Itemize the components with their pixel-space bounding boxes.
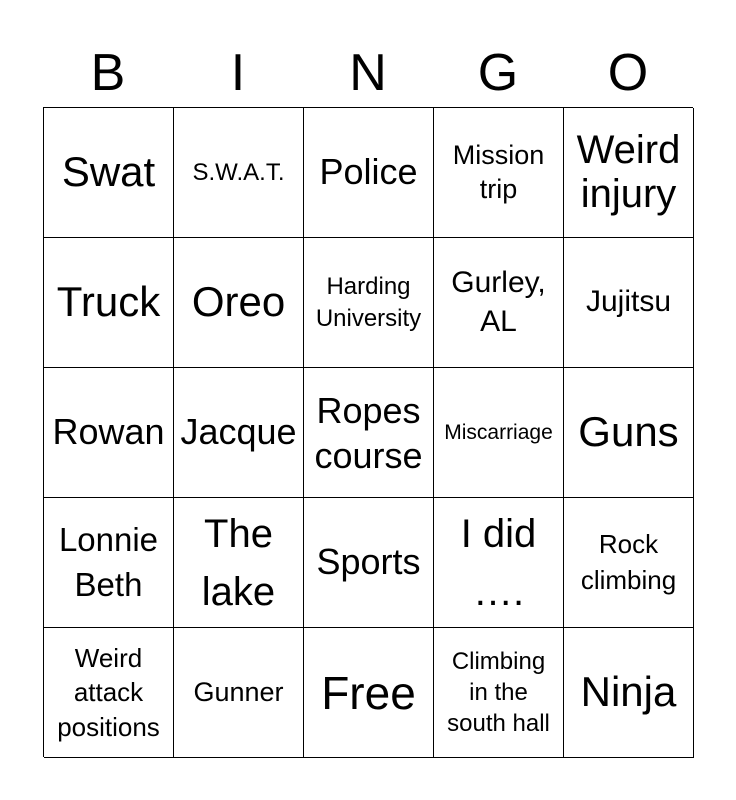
- bingo-cell[interactable]: [174, 498, 304, 628]
- bingo-cell[interactable]: [44, 238, 174, 368]
- cell-text: Mission trip: [452, 139, 545, 204]
- bingo-cell[interactable]: [564, 628, 694, 758]
- cell-text: Police: [319, 151, 418, 193]
- cell-text: Truck: [56, 278, 161, 326]
- cell-text: Ninja: [580, 668, 677, 716]
- cell-text: Harding University: [315, 273, 422, 332]
- bingo-cell[interactable]: [304, 108, 434, 238]
- header-letter-i: I: [230, 44, 246, 102]
- cell-text: Weird attack positions: [57, 642, 160, 742]
- cell-text: Oreo: [191, 278, 286, 326]
- cell-text: Jacque: [180, 411, 297, 453]
- bingo-cell[interactable]: [174, 108, 304, 238]
- bingo-cell[interactable]: [174, 368, 304, 498]
- free-space-cell[interactable]: [304, 628, 434, 758]
- header-letter-b: B: [90, 44, 126, 102]
- bingo-cell[interactable]: [174, 238, 304, 368]
- cell-text: Climbing in the south hall: [447, 647, 550, 738]
- bingo-cell[interactable]: [564, 368, 694, 498]
- cell-text: Free: [321, 666, 416, 719]
- bingo-cell[interactable]: [564, 238, 694, 368]
- header-letter-o: O: [607, 44, 649, 102]
- cell-text: Swat: [61, 148, 156, 196]
- bingo-board: [43, 107, 693, 757]
- bingo-cell[interactable]: [564, 108, 694, 238]
- bingo-cell[interactable]: [564, 498, 694, 628]
- header-letter-g: G: [477, 44, 519, 102]
- bingo-cell[interactable]: [434, 368, 564, 498]
- bingo-cell[interactable]: [304, 498, 434, 628]
- header-letter-n: N: [349, 44, 387, 102]
- bingo-cell[interactable]: [434, 238, 564, 368]
- bingo-cell[interactable]: [44, 108, 174, 238]
- cell-text: The lake: [201, 511, 276, 614]
- bingo-cell[interactable]: [174, 628, 304, 758]
- cell-text: Lonnie Beth: [58, 520, 159, 603]
- cell-text: Rock climbing: [580, 528, 677, 595]
- bingo-cell[interactable]: [44, 498, 174, 628]
- cell-text: I did ….: [460, 511, 537, 614]
- cell-text: Jujitsu: [585, 285, 672, 319]
- bingo-cell[interactable]: [304, 238, 434, 368]
- cell-text: Ropes course: [314, 389, 423, 476]
- cell-text: Miscarriage: [444, 420, 553, 444]
- cell-text: Gunner: [193, 676, 284, 707]
- cell-text: S.W.A.T.: [192, 158, 285, 186]
- cell-text: Rowan: [52, 411, 165, 453]
- bingo-cell[interactable]: [44, 368, 174, 498]
- cell-text: Gurley, AL: [451, 266, 546, 338]
- bingo-header: [43, 42, 693, 104]
- cell-text: Weird injury: [576, 128, 681, 216]
- cell-text: Guns: [578, 408, 679, 456]
- cell-text: Sports: [316, 541, 421, 583]
- bingo-cell[interactable]: [44, 628, 174, 758]
- bingo-cell[interactable]: [434, 498, 564, 628]
- bingo-cell[interactable]: [434, 628, 564, 758]
- bingo-cell[interactable]: [304, 368, 434, 498]
- bingo-cell[interactable]: [434, 108, 564, 238]
